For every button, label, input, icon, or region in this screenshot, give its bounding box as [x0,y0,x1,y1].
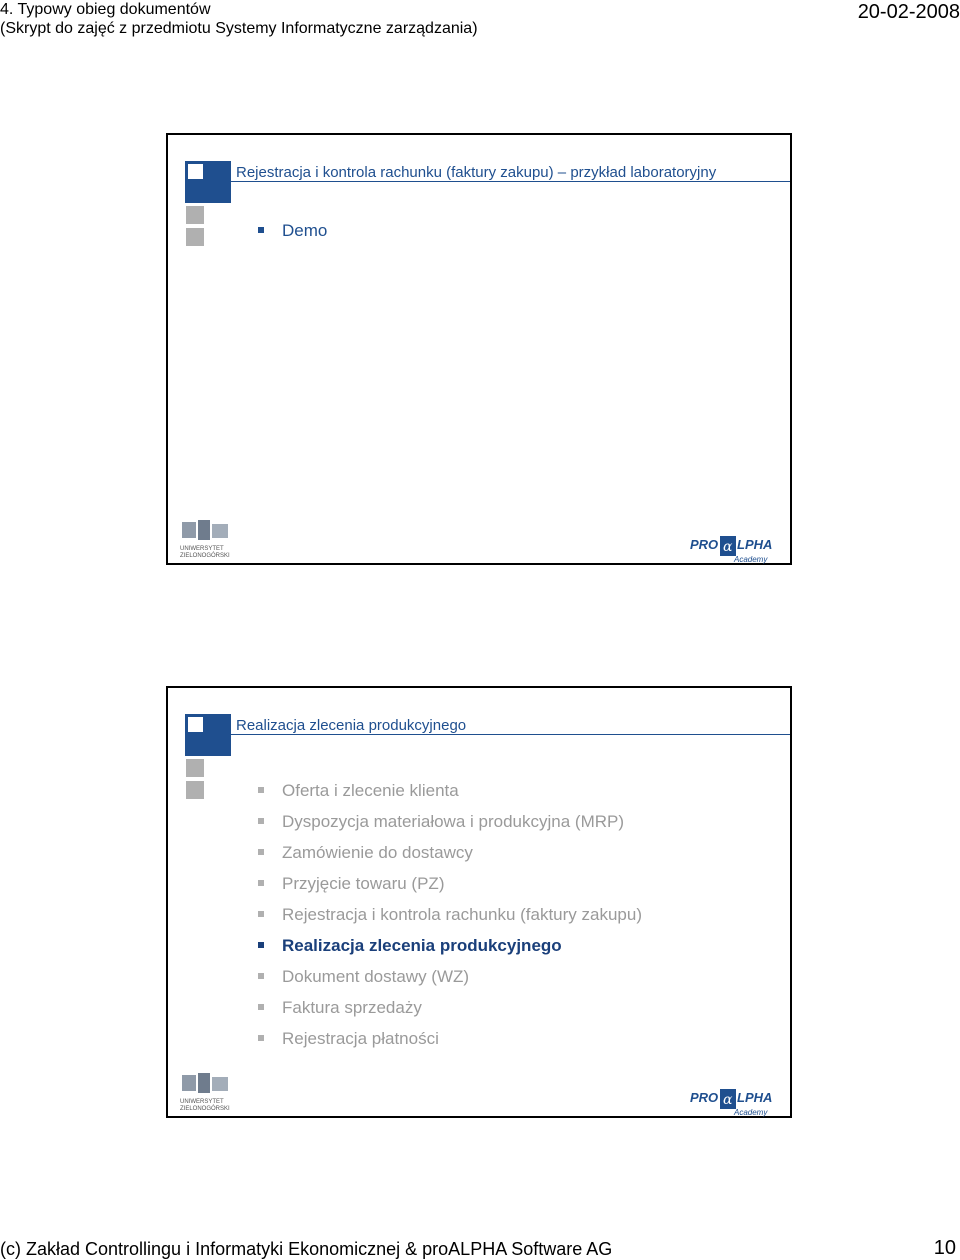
page-footer: (c) Zakład Controllingu i Informatyki Ekonomicznej & proALPHA Software AG [0,1239,613,1259]
academy-text: Academy [734,555,768,564]
uz-logo [178,1073,234,1113]
list-item: Oferta i zlecenie klienta [258,775,642,806]
bullet-square-icon [258,880,264,886]
list-item: Dokument dostawy (WZ) [258,961,642,992]
bullet-text: Demo [282,221,328,240]
list-item: Rejestracja płatności [258,1023,642,1054]
slide-title: Rejestracja i kontrola rachunku (faktury zakupu) – przykład laboratoryjny [236,164,717,181]
header-date: 20-02-2008 [857,1,960,23]
list-item: Przyjęcie towaru (PZ) [258,868,642,899]
page-number: 10 [933,1237,956,1259]
bullet-square-icon [258,818,264,824]
uz-logo-line1: UNIWERSYTET [180,1099,224,1105]
uz-logo [178,520,234,560]
bullet-square-icon [258,942,264,948]
bullet-square-icon [258,1035,264,1041]
grey-square-decor [186,206,204,224]
script-subtitle: (Skrypt do zajęć z przedmiotu Systemy Informatyczne zarządzania) [0,20,478,37]
alpha-symbol: α [723,539,733,555]
bullet-square-icon [258,1004,264,1010]
bullet-square-icon [258,973,264,979]
uz-logo-line2: ZIELONOGÓRSKI [180,1106,230,1112]
white-square-decor [187,163,204,180]
slide-2 [166,686,792,1118]
bullet-square-icon [258,787,264,793]
white-square-decor [187,716,204,733]
process-steps-list [258,775,642,1054]
list-item: Dyspozycja materiałowa i produkcyjna (MRP) [258,806,642,837]
academy-text: Academy [734,1108,768,1117]
alpha-symbol: α [723,1092,733,1108]
list-item: Faktura sprzedaży [258,992,642,1023]
chapter-title: 4. Typowy obieg dokumentów [0,1,211,18]
bullet-square-icon [258,911,264,917]
slide-title: Realizacja zlecenia produkcyjnego [236,717,467,734]
proalpha-academy-logo [690,535,776,565]
slide-1 [166,133,792,565]
grey-square-decor [186,781,204,799]
lpha-text: LPHA [737,537,773,552]
bullet-demo [258,220,327,242]
pro-text: PRO [690,537,719,552]
list-item-active: Realizacja zlecenia produkcyjnego [258,930,642,961]
bullet-square-icon [258,849,264,855]
list-item: Zamówienie do dostawcy [258,837,642,868]
uz-logo-line2: ZIELONOGÓRSKI [180,553,230,559]
uz-logo-line1: UNIWERSYTET [180,546,224,552]
grey-square-decor [186,228,204,246]
grey-square-decor [186,759,204,777]
bullet-square-icon [258,227,264,233]
lpha-text: LPHA [737,1090,773,1105]
page-header [0,0,478,38]
proalpha-academy-logo [690,1088,776,1118]
pro-text: PRO [690,1090,719,1105]
list-item: Rejestracja i kontrola rachunku (faktury zakupu) [258,899,642,930]
